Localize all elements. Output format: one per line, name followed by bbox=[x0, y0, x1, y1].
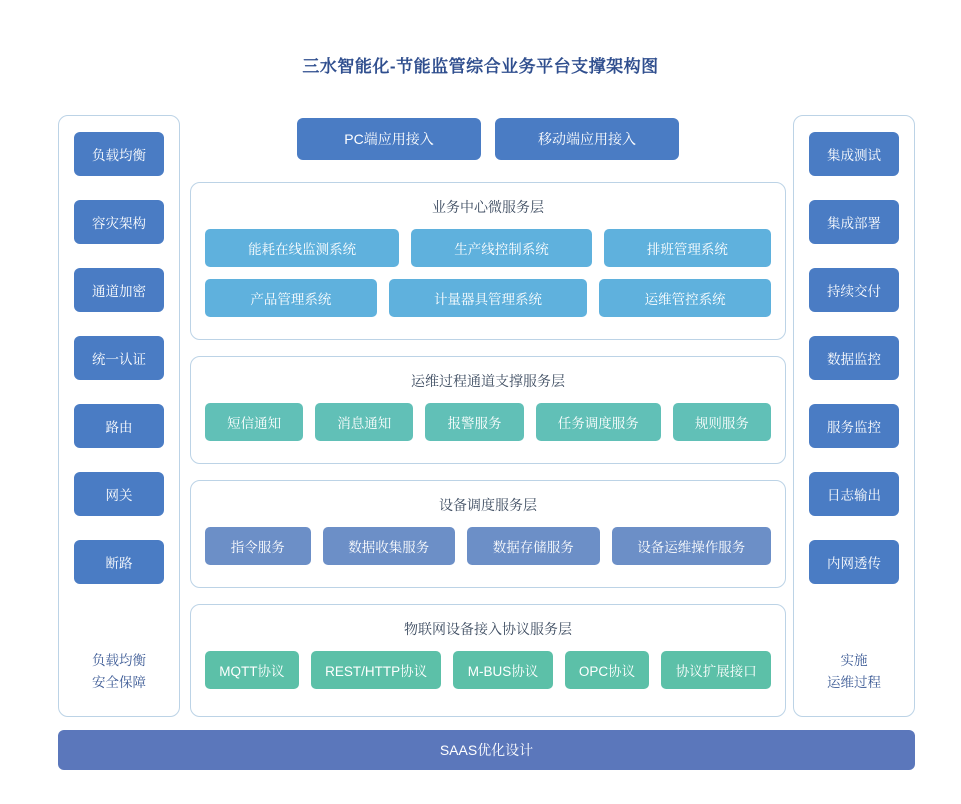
page-title: 三水智能化-节能监管综合业务平台支撑架构图 bbox=[302, 57, 659, 76]
right-item-5[interactable]: 日志输出 bbox=[809, 472, 899, 516]
right-item-4[interactable]: 服务监控 bbox=[809, 404, 899, 448]
left-capability-column bbox=[58, 115, 180, 717]
right-capability-column bbox=[793, 115, 915, 717]
right-footer-line-1: 实施 bbox=[840, 653, 868, 668]
chip-ops-control[interactable]: 运维管控系统 bbox=[599, 279, 771, 317]
layer-channel-title: 运维过程通道支撑服务层 bbox=[411, 373, 565, 389]
left-item-6[interactable]: 断路 bbox=[74, 540, 164, 584]
chip-opc-protocol[interactable]: OPC协议 bbox=[565, 651, 650, 689]
left-item-3[interactable]: 统一认证 bbox=[74, 336, 164, 380]
chip-task-scheduling-service[interactable]: 任务调度服务 bbox=[536, 403, 661, 441]
pc-access-button[interactable]: PC端应用接入 bbox=[297, 118, 481, 160]
right-item-3[interactable]: 数据监控 bbox=[809, 336, 899, 380]
layer-channel-row-1 bbox=[191, 403, 785, 441]
right-item-0[interactable]: 集成测试 bbox=[809, 132, 899, 176]
right-item-1[interactable]: 集成部署 bbox=[809, 200, 899, 244]
layer-iot-title: 物联网设备接入协议服务层 bbox=[404, 621, 572, 637]
chip-alarm-service[interactable]: 报警服务 bbox=[425, 403, 523, 441]
layer-iot-row-1 bbox=[191, 651, 785, 689]
chip-protocol-extension-interface[interactable]: 协议扩展接口 bbox=[661, 651, 771, 689]
layer-business-microservice bbox=[190, 182, 786, 340]
chip-device-ops-service[interactable]: 设备运维操作服务 bbox=[612, 527, 772, 565]
layer-device-title: 设备调度服务层 bbox=[439, 497, 537, 513]
layer-ops-channel-support bbox=[190, 356, 786, 464]
left-footer-line-1: 负载均衡 bbox=[92, 653, 146, 668]
chip-message-notification[interactable]: 消息通知 bbox=[315, 403, 413, 441]
mobile-access-button[interactable]: 移动端应用接入 bbox=[495, 118, 679, 160]
layer-business-title: 业务中心微服务层 bbox=[432, 199, 544, 215]
layer-iot-protocol-access bbox=[190, 604, 786, 717]
chip-production-line-control[interactable]: 生产线控制系统 bbox=[411, 229, 592, 267]
left-item-1[interactable]: 容灾架构 bbox=[74, 200, 164, 244]
left-column-footer bbox=[59, 650, 179, 694]
layer-business-row-2 bbox=[191, 279, 785, 317]
right-footer-line-2: 运维过程 bbox=[827, 675, 881, 690]
chip-mbus-protocol[interactable]: M-BUS协议 bbox=[453, 651, 552, 689]
chip-rule-service[interactable]: 规则服务 bbox=[673, 403, 771, 441]
chip-energy-monitoring[interactable]: 能耗在线监测系统 bbox=[205, 229, 399, 267]
left-item-2[interactable]: 通道加密 bbox=[74, 268, 164, 312]
chip-rest-http-protocol[interactable]: REST/HTTP协议 bbox=[311, 651, 442, 689]
left-item-0[interactable]: 负载均衡 bbox=[74, 132, 164, 176]
layer-device-scheduling bbox=[190, 480, 786, 588]
left-footer-line-2: 安全保障 bbox=[92, 675, 146, 690]
layer-business-row-1 bbox=[191, 229, 785, 267]
left-item-4[interactable]: 路由 bbox=[74, 404, 164, 448]
chip-product-management[interactable]: 产品管理系统 bbox=[205, 279, 377, 317]
saas-optimization-bar[interactable]: SAAS优化设计 bbox=[58, 730, 915, 770]
right-column-footer bbox=[794, 650, 914, 694]
chip-data-storage-service[interactable]: 数据存储服务 bbox=[467, 527, 600, 565]
application-access-row bbox=[190, 118, 786, 160]
chip-metering-device-management[interactable]: 计量器具管理系统 bbox=[389, 279, 588, 317]
chip-sms-notification[interactable]: 短信通知 bbox=[205, 403, 303, 441]
chip-shift-management[interactable]: 排班管理系统 bbox=[604, 229, 771, 267]
left-item-5[interactable]: 网关 bbox=[74, 472, 164, 516]
chip-command-service[interactable]: 指令服务 bbox=[205, 527, 311, 565]
layer-device-row-1 bbox=[191, 527, 785, 565]
chip-data-collection-service[interactable]: 数据收集服务 bbox=[323, 527, 456, 565]
right-item-2[interactable]: 持续交付 bbox=[809, 268, 899, 312]
right-item-6[interactable]: 内网透传 bbox=[809, 540, 899, 584]
chip-mqtt-protocol[interactable]: MQTT协议 bbox=[205, 651, 299, 689]
